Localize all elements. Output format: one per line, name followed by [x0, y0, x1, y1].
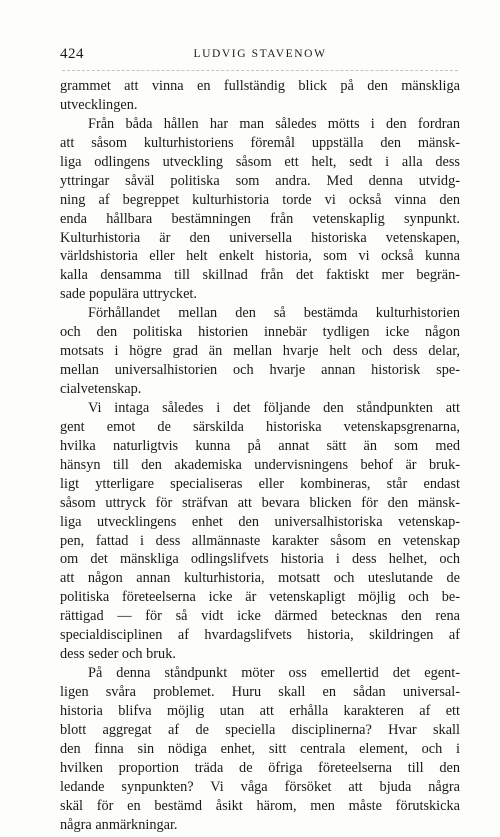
running-title: LUDVIG STAVENOW: [193, 48, 327, 60]
text-line: politiska företeelserna icke är vetenskapligt möjlig och be-: [60, 589, 460, 606]
text-line: ligt ytterligare specialiseras eller kombineras, står endast: [60, 475, 460, 492]
text-line: Från båda hållen har man således mötts i den fordran: [88, 115, 460, 132]
text-line: sade populära uttrycket.: [60, 286, 197, 303]
text-line: hänsyn till den akademiska undervisningens behof är bruk-: [60, 456, 460, 473]
text-line: blott aggregat af de speciella disciplinerna? Hvar skall: [60, 721, 460, 738]
text-line: hvilken proportion träda de öfriga företeelserna till den: [60, 759, 460, 776]
text-line: kalla densamma till skillnad från det faktiskt mer begrän-: [60, 267, 460, 284]
text-line: och den politiska historien innebär tydligen icke någon: [60, 324, 460, 341]
text-line: den finna sin nödiga enhet, sitt centrala element, och i: [60, 740, 460, 757]
text-line: Vi intaga således i det följande den ståndpunkten att: [88, 399, 460, 416]
text-line: hvilka naturligtvis kunna på annat sätt än som med: [60, 437, 460, 454]
text-line: skäl för en bestämd åsikt härom, men måste förutskicka: [60, 797, 460, 814]
text-line: yttringar såväl politiska som andra. Med denna utvidg-: [60, 172, 460, 189]
text-line: dess seder och bruk.: [60, 646, 176, 663]
text-line: På denna ståndpunkt möter oss emellertid det egent-: [88, 665, 460, 682]
text-line: världshistoria eller helt enkelt historia, som vi också kunna: [60, 248, 460, 265]
text-line: mellan universalhistorien och hvarje annan historisk spe-: [60, 362, 460, 379]
text-line: om det mänskliga odlingslifvets historia i dess helhet, och: [60, 551, 460, 568]
running-head: [60, 46, 460, 66]
text-line: ligen svåra problemet. Huru skall en sådan universal-: [60, 684, 460, 700]
text-line: enda hållbara bestämningen från vetenskaplig synpunkt.: [60, 210, 460, 227]
header-rule: [62, 70, 458, 71]
text-line: historia blifva möjlig utan att erhålla karakteren af ett: [60, 702, 460, 719]
text-line: Kulturhistoria är den universella historiska vetenskapen,: [60, 229, 460, 246]
text-line: ledande synpunkten? Vi våga försöket att bjuda några: [60, 778, 460, 795]
text-line: rättigad — för så vidt icke därmed betecknas den rena: [60, 608, 460, 625]
text-line: några anmärkningar.: [60, 816, 178, 833]
text-line: såsom uttryck för sträfvan att bevara blicken för den mänsk-: [60, 494, 460, 511]
text-line: att någon annan kulturhistoria, motsatt och uteslutande de: [60, 570, 460, 587]
text-line: grammet att vinna en fullständig blick på den mänskliga: [60, 78, 460, 94]
text-line: liga utvecklingens enhet den universalhistoriska vetenskap-: [60, 513, 460, 530]
text-line: ning af begreppet kulturhistoria torde vi också vinna den: [60, 191, 460, 208]
text-line: motsats i högre grad än mellan hvarje helt och dess delar,: [60, 343, 460, 360]
text-line: cialvetenskap.: [60, 381, 142, 397]
text-line: att såsom kulturhistoriens föremål uppställa den mänsk-: [60, 134, 460, 151]
text-line: specialdisciplinen af hvardagslifvets historia, skildringen af: [60, 627, 460, 644]
text-line: liga odlingens utveckling såsom ett helt, sedt i alla dess: [60, 153, 460, 170]
text-line: gent emot de särskilda historiska vetenskapsgrenarna,: [60, 418, 460, 435]
text-line: utvecklingen.: [60, 96, 138, 113]
text-line: pen, fattad i dess allmännaste karakter såsom en vetenskap: [60, 532, 460, 549]
text-line: Förhållandet mellan den så bestämda kulturhistorien: [88, 305, 460, 322]
page-number: 424: [60, 46, 84, 62]
body-text: [60, 77, 460, 835]
